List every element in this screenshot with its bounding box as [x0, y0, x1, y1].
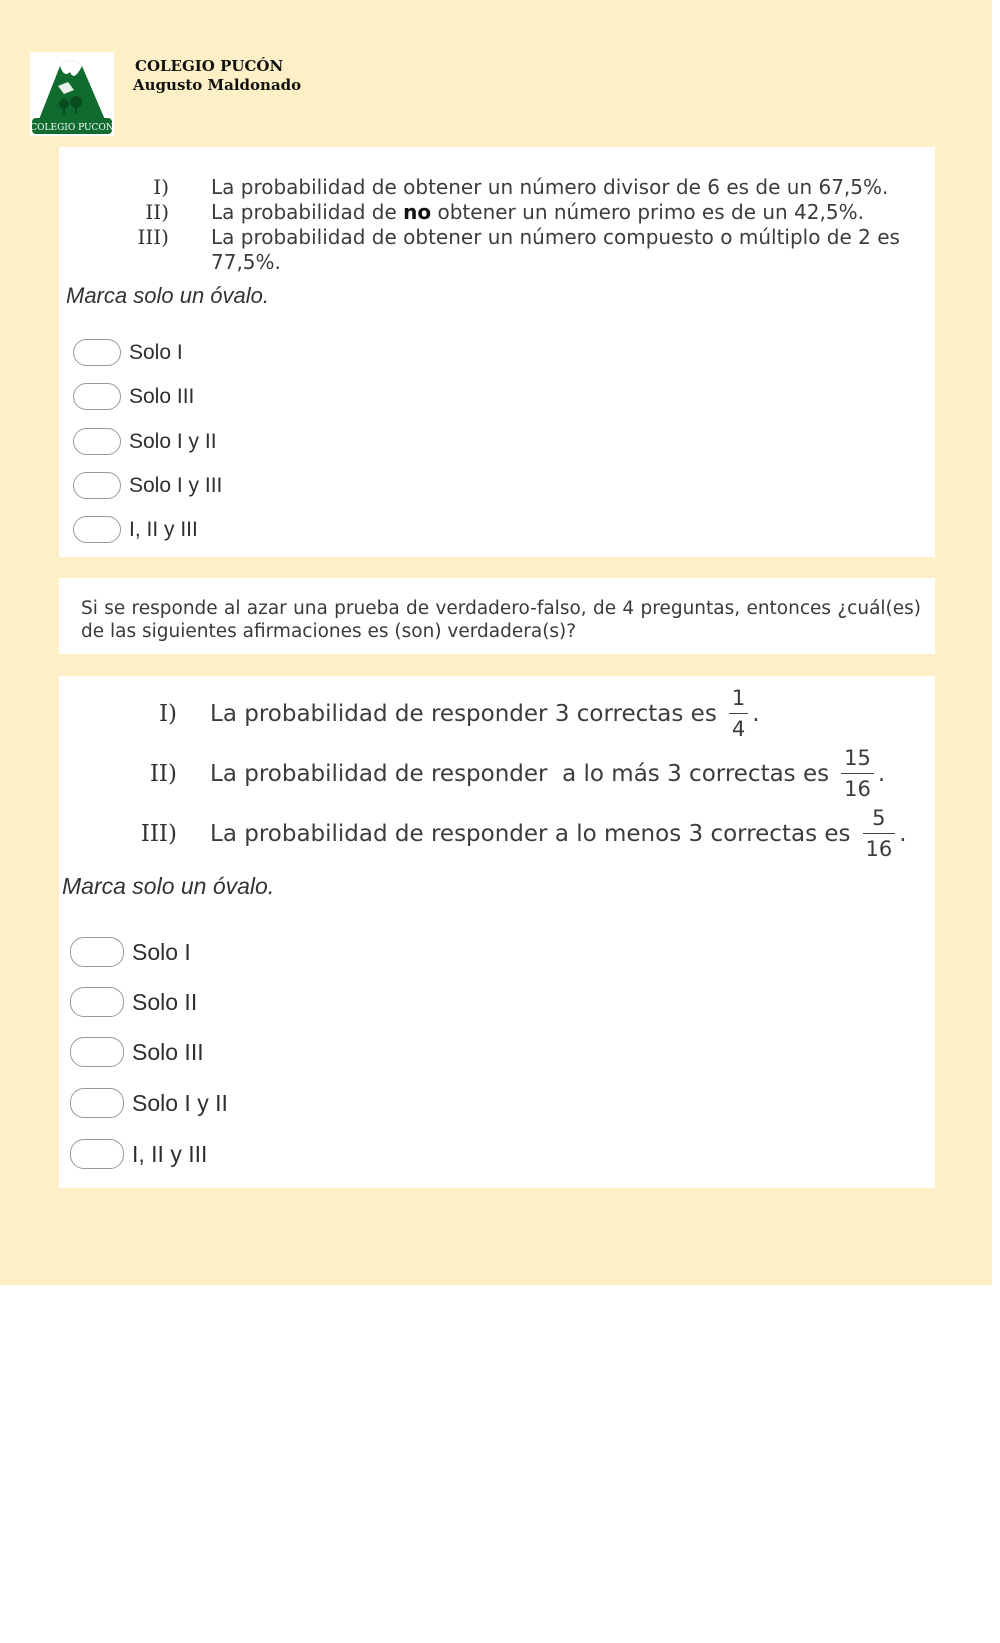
fraction-numerator: 5 [872, 806, 886, 830]
statement-text-body: La probabilidad de responder a lo más 3 correctas es [210, 760, 830, 787]
option-row[interactable] [70, 937, 191, 967]
statement-roman: III) [137, 225, 169, 249]
statement-end: . [752, 700, 760, 727]
fraction [841, 746, 874, 801]
statement-3 [52, 806, 907, 861]
statement-roman: II) [145, 200, 169, 224]
fraction-bar [729, 713, 748, 714]
option-row[interactable] [73, 428, 217, 455]
fraction [729, 686, 748, 741]
option-label[interactable]: Solo I [132, 938, 191, 965]
logo-text: COLEGIO PUCON [30, 123, 114, 133]
statement-2 [59, 200, 921, 225]
radio-oval[interactable] [73, 339, 121, 366]
option-row[interactable] [70, 1139, 207, 1169]
statement-roman: III) [140, 820, 177, 847]
statement-roman: I) [153, 175, 169, 199]
option-row[interactable] [70, 987, 197, 1017]
fraction-denominator: 16 [844, 777, 871, 801]
school-subtitle: Augusto Maldonado [133, 76, 302, 94]
option-label[interactable]: Solo I y II [129, 429, 217, 453]
fraction-denominator: 4 [731, 717, 746, 741]
fraction [863, 806, 896, 861]
statement-text: La probabilidad de obtener un número divisor de 6 es de un 67,5%. [211, 175, 889, 199]
statement-text-body: La probabilidad de responder a lo menos 3 correctas es [210, 820, 851, 847]
radio-oval[interactable] [70, 1088, 124, 1118]
statement-text-part: obtener un número primo es de un 42,5%. [431, 200, 864, 224]
radio-oval[interactable] [73, 383, 121, 410]
option-row[interactable] [73, 516, 198, 543]
option-row[interactable] [73, 339, 183, 366]
option-label[interactable]: Solo III [132, 1038, 204, 1065]
radio-oval[interactable] [73, 516, 121, 543]
statement-text-body: La probabilidad de responder 3 correctas es [210, 700, 717, 727]
fraction-numerator: 15 [844, 746, 871, 770]
radio-oval[interactable] [70, 987, 124, 1017]
school-logo [30, 52, 114, 136]
fraction-bar [863, 833, 896, 834]
statement-1 [59, 175, 921, 200]
option-label[interactable]: Solo I y III [129, 473, 223, 497]
option-row[interactable] [73, 383, 194, 410]
fraction-bar [841, 773, 874, 774]
instruction: Marca solo un óvalo. [66, 283, 269, 308]
fraction-denominator: 16 [865, 837, 893, 861]
statement-bold-word: no [403, 200, 432, 224]
radio-oval[interactable] [73, 472, 121, 499]
option-label[interactable]: I, II y III [129, 517, 198, 541]
statement-text [211, 200, 921, 225]
statement-1 [59, 686, 760, 741]
radio-oval[interactable] [73, 428, 121, 455]
option-label[interactable]: Solo II [132, 988, 198, 1015]
question-2-card [59, 578, 935, 654]
statement-text [210, 686, 760, 741]
statement-3 [59, 225, 921, 275]
statement-text [210, 806, 907, 861]
question-2-text: Si se responde al azar una prueba de verdadero-falso, de 4 preguntas, entonces ¿cuál(es) de las siguientes afirmaciones es (son) verdadera(s)? [81, 598, 921, 642]
statement-text-part: La probabilidad de [211, 200, 404, 224]
option-label[interactable]: Solo I [129, 340, 183, 364]
statement-roman: II) [149, 760, 177, 787]
question-3-card [59, 676, 935, 1188]
option-label[interactable]: I, II y III [132, 1140, 208, 1167]
question-1-card [59, 147, 935, 557]
option-row[interactable] [70, 1037, 204, 1067]
radio-oval[interactable] [70, 1037, 124, 1067]
school-header [135, 57, 301, 95]
statement-text [210, 746, 885, 801]
school-name: COLEGIO PUCÓN [135, 57, 284, 75]
statement-roman: I) [158, 700, 177, 727]
statement-end: . [899, 820, 907, 847]
statement-text: La probabilidad de obtener un número compuesto o múltiplo de 2 es 77,5%. [211, 225, 900, 274]
radio-oval[interactable] [70, 1139, 124, 1169]
statement-2 [52, 746, 885, 801]
instruction: Marca solo un óvalo. [62, 873, 275, 899]
radio-oval[interactable] [70, 937, 124, 967]
option-row[interactable] [73, 472, 222, 499]
statement-end: . [877, 760, 886, 787]
option-row[interactable] [70, 1088, 228, 1118]
fraction-numerator: 1 [731, 686, 746, 710]
option-label[interactable]: Solo III [129, 384, 195, 408]
option-label[interactable]: Solo I y II [132, 1089, 228, 1116]
